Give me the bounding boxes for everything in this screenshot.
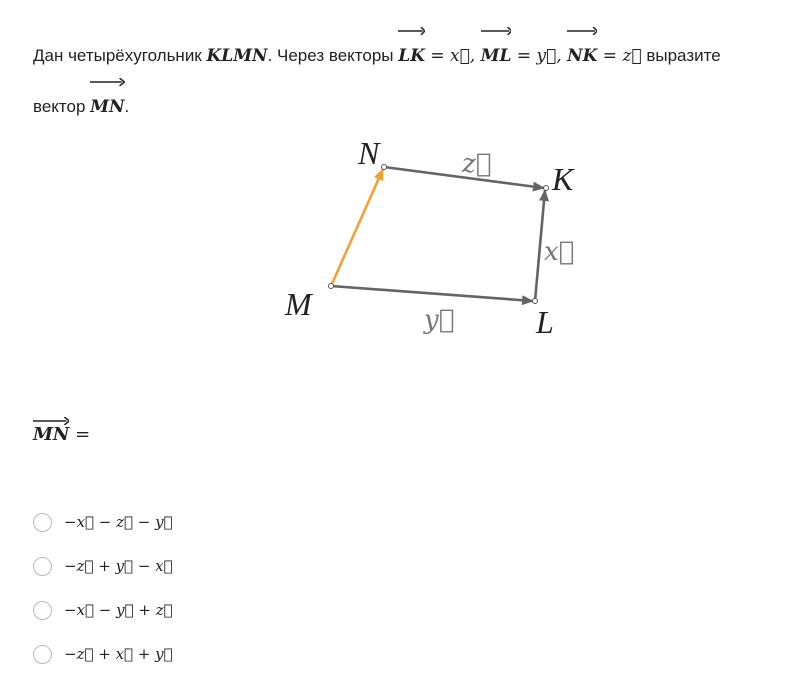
option-4[interactable]	[33, 632, 173, 676]
option-2-label: −z⃗ + y⃗ − x⃗	[64, 557, 173, 575]
answer-options	[33, 500, 173, 676]
question-period: .	[124, 97, 130, 116]
question-intro: Дан четырёхугольник	[33, 46, 207, 65]
answer-expression	[33, 418, 90, 445]
question-line2-text: вектор	[33, 97, 91, 116]
answer-vector-mn: MN	[33, 418, 69, 445]
option-2-radio[interactable]	[33, 557, 52, 576]
label-vector-z: z⃗	[462, 149, 492, 179]
point-k-dot	[544, 186, 549, 191]
vector-nk-rhs: = z⃗	[597, 46, 642, 66]
vector-nk: NK	[567, 28, 597, 79]
point-m-dot	[329, 284, 334, 289]
label-n: N	[358, 135, 380, 171]
point-n-dot	[382, 165, 387, 170]
question-middle: . Через векторы	[267, 46, 399, 65]
question-line-2	[33, 79, 773, 130]
question-ending: выразите	[641, 46, 721, 65]
label-k: K	[552, 161, 574, 197]
label-l: L	[536, 304, 554, 340]
question-text	[33, 28, 773, 130]
vector-ml: ML	[481, 28, 512, 79]
question-line-1	[33, 28, 773, 79]
vector-lk: LK	[398, 28, 425, 79]
vector-lk-rhs: = x⃗,	[424, 46, 481, 66]
option-3[interactable]	[33, 588, 173, 632]
option-3-radio[interactable]	[33, 601, 52, 620]
option-4-radio[interactable]	[33, 645, 52, 664]
point-l-dot	[533, 299, 538, 304]
answer-equals: =	[69, 424, 91, 445]
option-4-label: −z⃗ + x⃗ + y⃗	[64, 645, 173, 663]
target-vector-mn: MN	[90, 79, 124, 130]
label-m: M	[285, 286, 312, 322]
option-3-label: −x⃗ − y⃗ + z⃗	[64, 601, 173, 619]
option-2[interactable]	[33, 544, 173, 588]
edge-ml	[331, 286, 533, 301]
edge-mn	[331, 169, 383, 286]
option-1[interactable]	[33, 500, 173, 544]
label-vector-y: y⃗	[424, 305, 455, 335]
label-vector-x: x⃗	[544, 237, 575, 267]
vector-ml-rhs: = y⃗,	[511, 46, 568, 66]
option-1-label: −x⃗ − z⃗ − y⃗	[64, 513, 173, 531]
option-1-radio[interactable]	[33, 513, 52, 532]
quadrilateral-name: KLMN	[206, 46, 268, 66]
quadrilateral-figure	[270, 128, 600, 348]
